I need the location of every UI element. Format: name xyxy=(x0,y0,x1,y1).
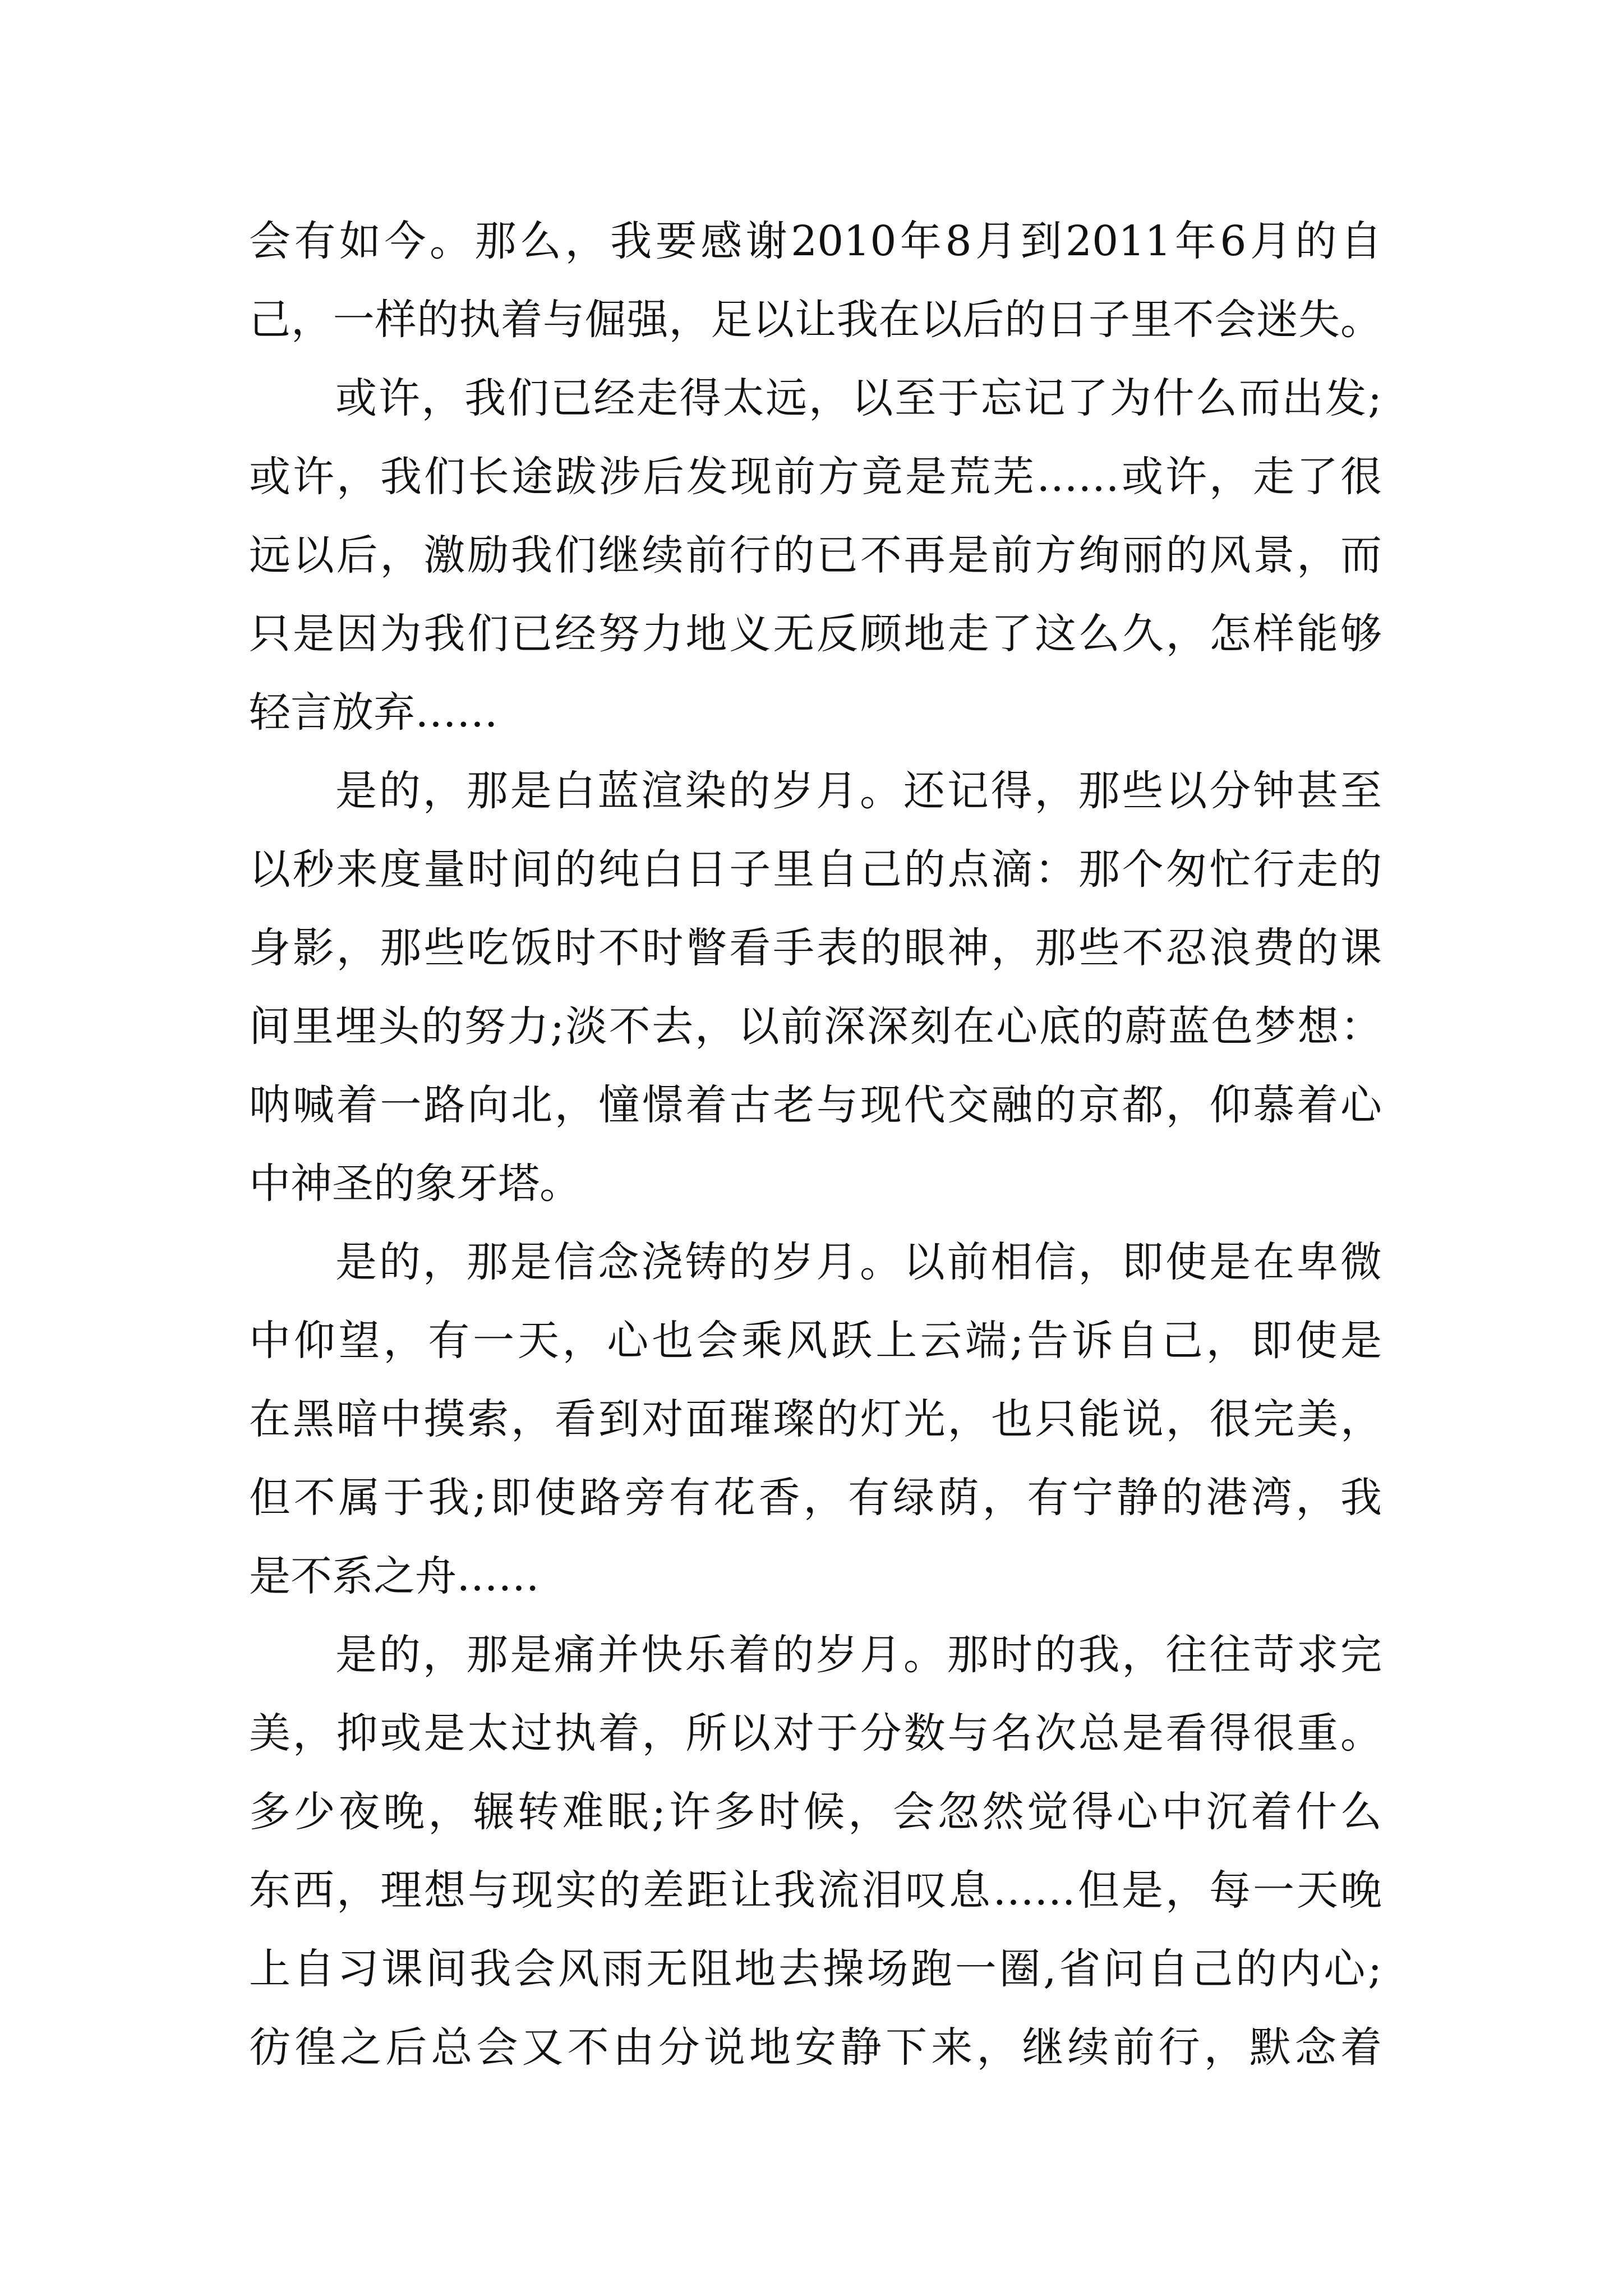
paragraph-last-line: 轻言放弃…… xyxy=(249,688,498,737)
text-line: 己，一样的执着与倔强，足以让我在以后的日子里不会迷失。 xyxy=(249,296,1382,344)
paragraph-last-line: 是不系之舟…… xyxy=(249,1552,540,1600)
text-line: 以秒来度量时间的纯白日子里自己的点滴：那个匆忙行走的 xyxy=(249,845,1382,894)
text-line: 身影，那些吃饭时不时瞥看手表的眼神，那些不忍浪费的课 xyxy=(249,924,1382,972)
text-line: 在黑暗中摸索，看到对面璀璨的灯光，也只能说，很完美， xyxy=(249,1395,1382,1443)
paragraph-last-line: 中神圣的象牙塔。 xyxy=(249,1159,581,1208)
text-line: 中仰望，有一天，心也会乘风跃上云端;告诉自己，即使是 xyxy=(249,1317,1382,1365)
text-line: 美，抑或是太过执着，所以对于分数与名次总是看得很重。 xyxy=(249,1709,1382,1757)
text-line: 多少夜晚，辗转难眠;许多时候，会忽然觉得心中沉着什么 xyxy=(249,1788,1382,1836)
text-line: 远以后，激励我们继续前行的已不再是前方绚丽的风景，而 xyxy=(249,531,1382,579)
text-line: 只是因为我们已经努力地义无反顾地走了这么久，怎样能够 xyxy=(249,610,1382,658)
paragraph-first-line: 是的，那是信念浇铸的岁月。以前相信，即使是在卑微 xyxy=(335,1238,1382,1286)
text-line: 但不属于我;即使路旁有花香，有绿荫，有宁静的港湾，我 xyxy=(249,1474,1382,1522)
text-line: 东西，理想与现实的差距让我流泪叹息……但是，每一天晚 xyxy=(249,1866,1382,1915)
text-line: 呐喊着一路向北，憧憬着古老与现代交融的京都，仰慕着心 xyxy=(249,1081,1382,1129)
text-line: 上自习课间我会风雨无阻地去操场跑一圈,省问自己的内心; xyxy=(249,1945,1382,1993)
text-line: 间里埋头的努力;淡不去，以前深深刻在心底的蔚蓝色梦想： xyxy=(249,1002,1382,1051)
text-line: 彷徨之后总会又不由分说地安静下来，继续前行，默念着 xyxy=(249,2023,1382,2072)
text-line: 会有如今。那么，我要感谢2010年8月到2011年6月的自 xyxy=(249,217,1382,265)
paragraph-first-line: 或许，我们已经走得太远，以至于忘记了为什么而出发; xyxy=(335,374,1382,422)
text-line: 或许，我们长途跋涉后发现前方竟是荒芜……或许，走了很 xyxy=(249,453,1382,501)
paragraph-first-line: 是的，那是白蓝渲染的岁月。还记得，那些以分钟甚至 xyxy=(335,767,1382,815)
paragraph-first-line: 是的，那是痛并快乐着的岁月。那时的我，往往苛求完 xyxy=(335,1631,1382,1679)
